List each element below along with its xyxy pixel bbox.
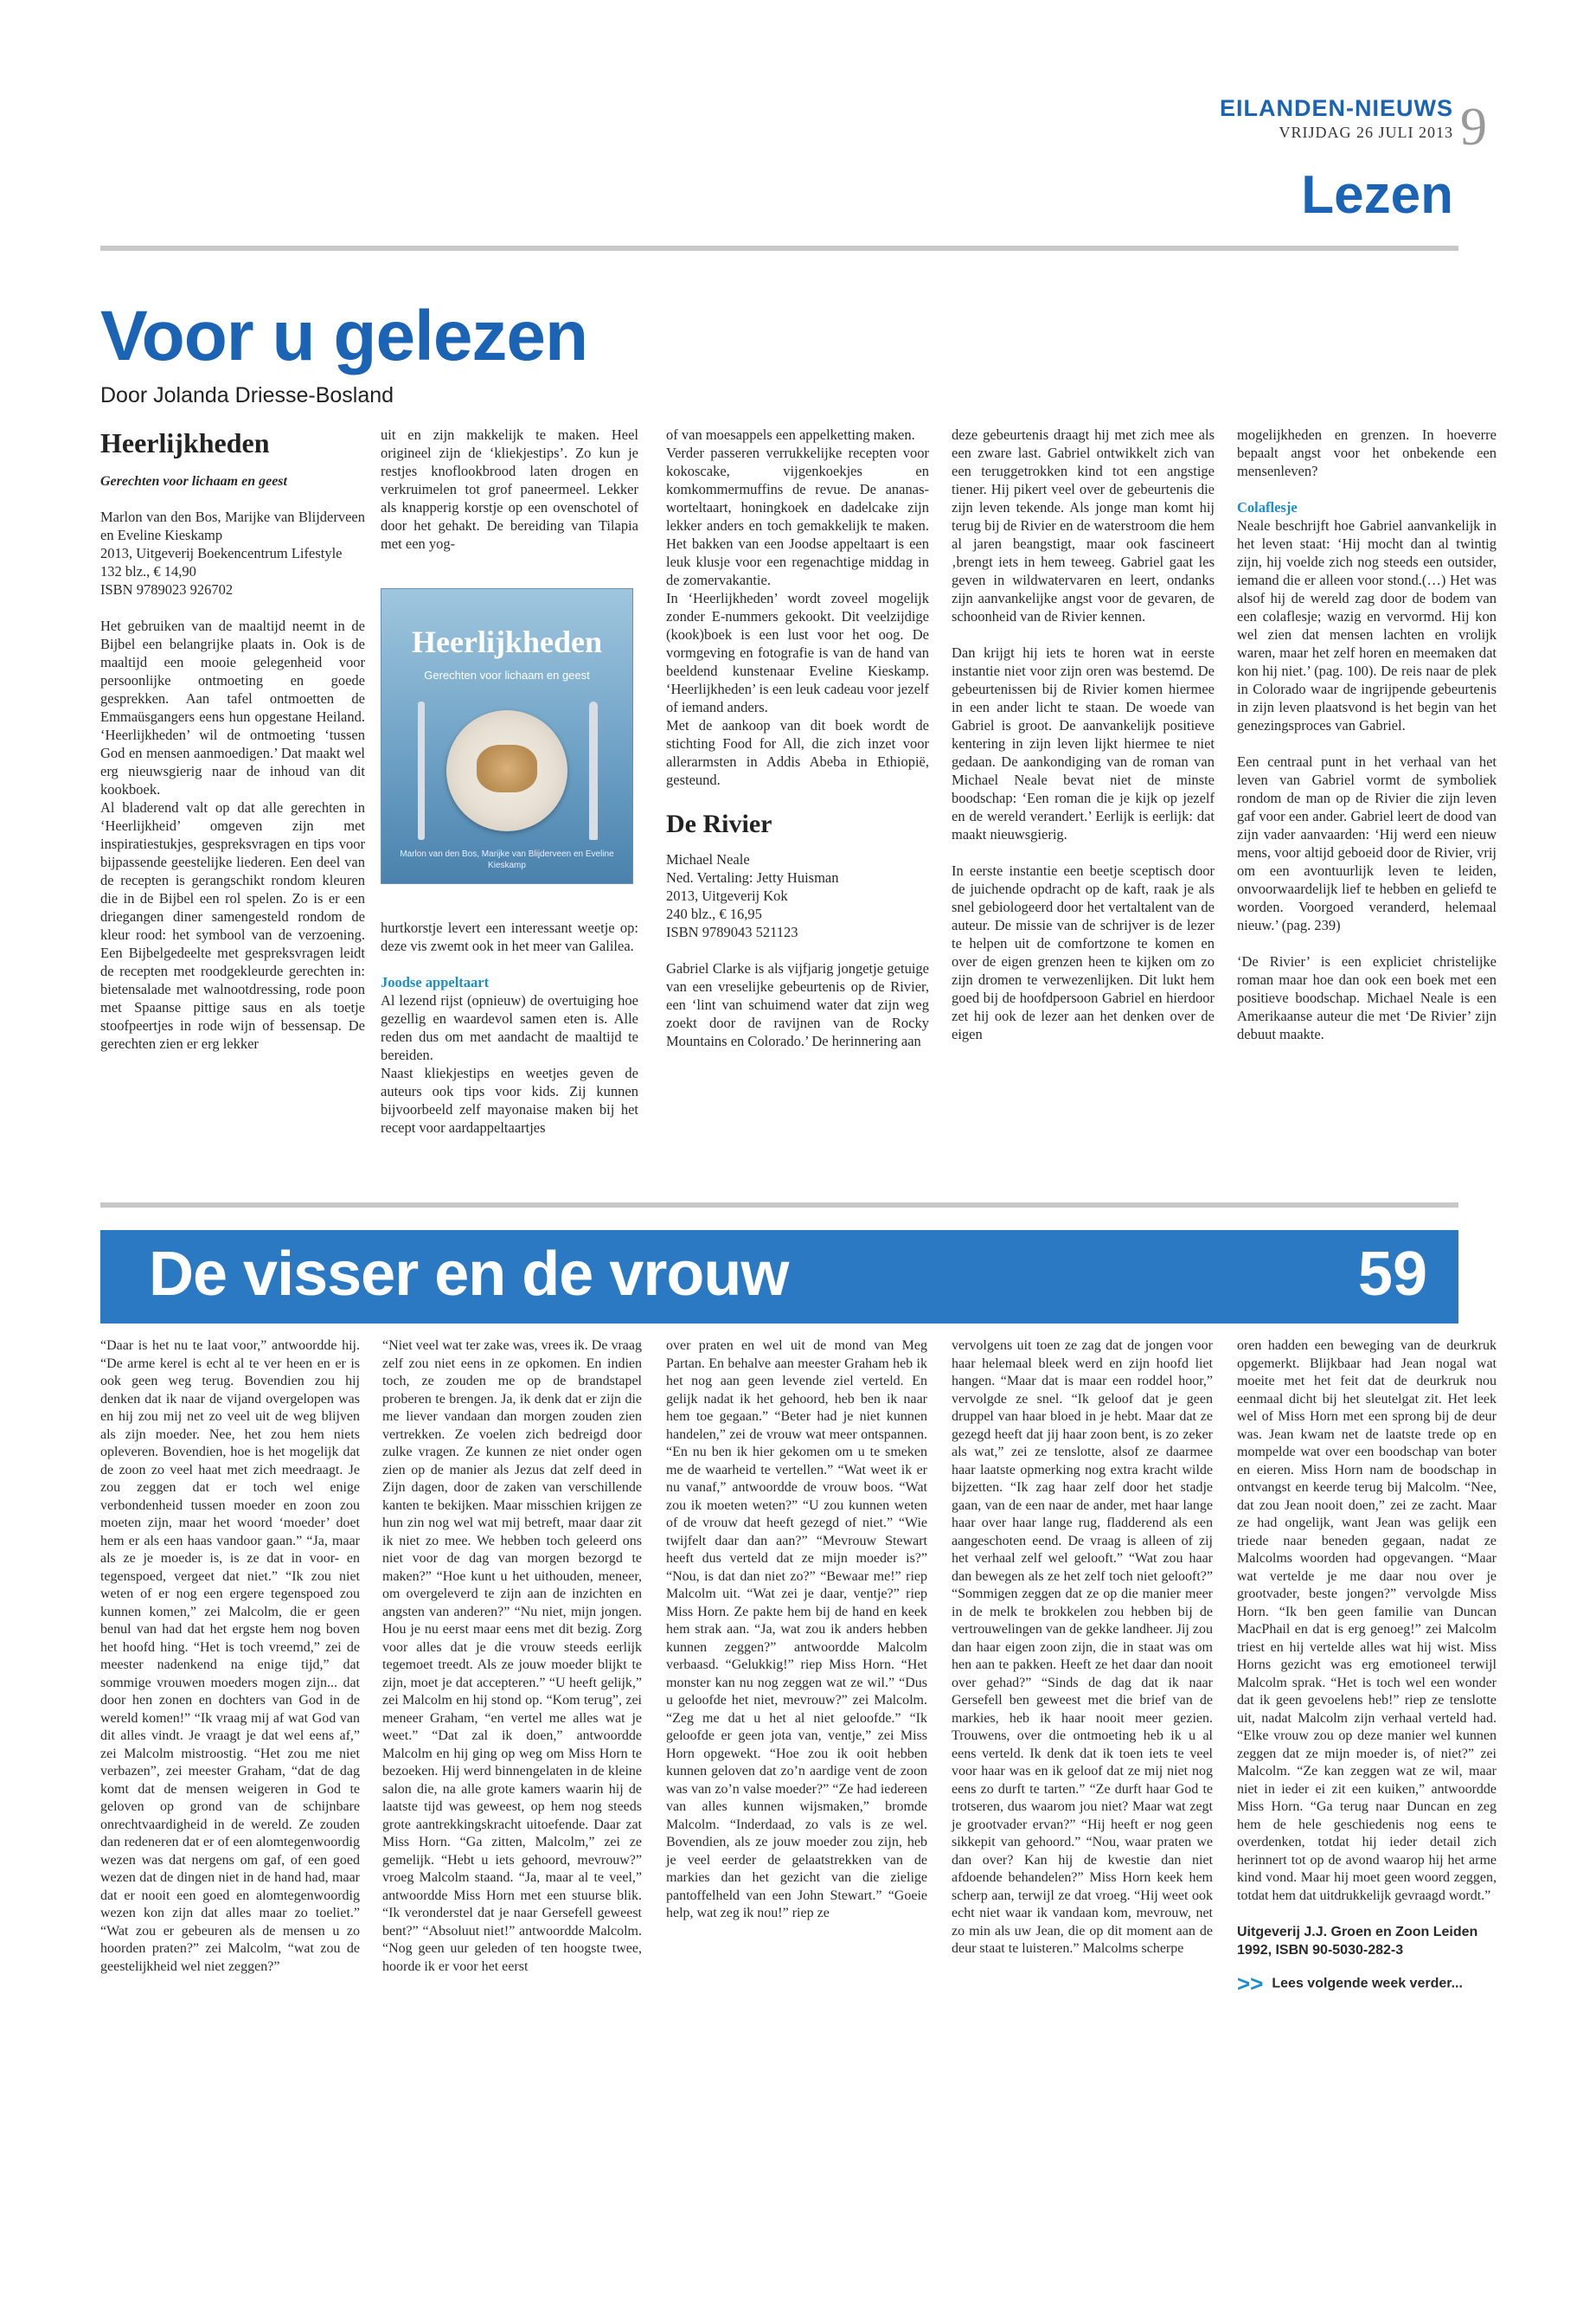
publisher-credit: Uitgeverij J.J. Groen en Zoon Leiden [1237,1925,1478,1939]
book1-isbn: ISBN 9789023 926702 [100,581,234,598]
book2-isbn: ISBN 9789043 521123 [666,924,798,940]
book1-publisher: 2013, Uitgeverij Boekencentrum Lifestyle [100,545,343,561]
book2-pages-price: 240 blz., € 16,95 [666,906,762,922]
book2-paragraph: deze gebeurtenis draagt hij met zich mee als een zware last. Gabriel ontwikkelt zich van een teruggetrokken kind tot een angstige tiener. Hij pikert veel over de gebeurtenis die zijn leven tekende. Als jonge man komt hij terug bij de Rivier en de waterstroom die hem al jaren beangstigt, maar ook fascineert ‚brengt iets in hem teweeg. Gabriel gaat les geven in wildwatervaren en leert, ondanks zijn aanvankelijke angst voor de gevaren, de schoonheid van de Rivier kennen. [952,426,1215,625]
serial-column-4 [952,1337,1213,1958]
continue-label: Lees volgende week verder... [1272,1976,1463,1991]
book2-paragraph: Een centraal punt in het verhaal van het leven van Gabriel vormt de symboliek rondom de man op de Rivier die zijn leven gaf voor een ander. Gabriel leert de dood van zijn vader aanvaarden: ‘Hij werd een nieuw mens, voor altijd geboeid door de Rivier, vrij om een avontuurlijk leven te leiden, onvoorwaardelijk lief te hebben en geliefd te worden. Voorgoed veranderd, helemaal nieuw.’ (pag. 239) [1237,753,1497,933]
book1-paragraph: Met de aankoop van dit boek wordt de stichting Food for All, die zich inzet voor allerarmsten in Addis Abeba in Ethiopië, gesteund. [666,717,929,788]
book-cover-image [381,588,633,884]
book1-subhead: Joodse appeltaart [381,974,490,990]
book1-paragraph: In ‘Heerlijkheden’ wordt zoveel mogelijk zonder E-nummers gekookt. Dit veelzijdige (kook)boek is een lust voor het oog. De vormgeving en fotografie is van de hand van beeldend kunstenaar Eveline Kieskamp. ‘Heerlijkheden’ is een leuk cadeau voor jezelf of iemand anders. [666,590,929,715]
publisher-isbn: 1992, ISBN 90-5030-282-3 [1237,1943,1404,1958]
double-arrow-icon: >> [1237,1971,1264,1997]
serial-column-3 [666,1337,927,1923]
book2-title: De Rivier [666,810,772,838]
cover-subtitle: Gerechten voor lichaam en geest [424,669,590,682]
review-column-4 [952,426,1215,1043]
book2-paragraph: mogelijkheden en grenzen. In hoeverre bepaalt angst voor het onbekende een mensenleven? [1237,426,1497,479]
book1-paragraph: uit en zijn makkelijk te maken. Heel origineel zijn de ‘kliekjestips’. Zo kun je restjes knoflookbrood laten drogen en verkruimelen tot grof paneermeel. Lekker als knapperig korstje op een ovenschotel of door het gehakt. De bereiding van Tilapia met een yog- [381,426,638,552]
review-column-1 [100,426,365,1053]
serial-episode-number: 59 [1357,1240,1427,1309]
serial-column-2 [382,1337,642,1976]
issue-date: VRIJDAG 26 JULI 2013 [1279,124,1453,141]
masthead [1194,95,1453,142]
serial-text: over praten en wel uit de mond van Meg Partan. En behalve aan meester Graham heb ik het nog aan geen levende ziel verteld. En gelijk nadat ik het gehoord, heb ben ik naar hem toe gegaan.” “Beter had je niet kunnen handelen,” zei de vrouw wat meer ontspannen. “En nu ben ik hier gekomen om u te smeken me de waarheid te vertellen.” “Wat weet ik er nu vanaf,” antwoordde de vrouw boos. “Wat zou ik moeten weten?” “U zou kunnen weten of de vrouw dat heeft gezegd of niet.” “Wie twijfelt daar dan aan?” “Mevrouw Stewart heeft dus verteld dat ze mijn moeder is?” “Nou, is dat dan niet zo?” “Bewaar me!” riep Malcolm uit. “Wat zei je daar, ventje?” riep Miss Horn. Ze pakte hem bij de hand en keek hem strak aan. “Ja, wat zou ik anders hebben kunnen zeggen?” antwoordde Malcolm verbaasd. “Gelukkig!” riep Miss Horn. “Het monster kan nu nog zeggen wat ze wil.” “Dus u geloofde het niet, mevrouw?” zei Malcolm. “Zeg me dat u het al niet geloofde.” “Ik geloofde er geen jota van, ventje,” zei Miss Horn opgewekt. “Hoe zou ik ooit hebben kunnen geloven dat zo’n aardige vent de zoon was van zo’n valse moeder?” “Ze had iedereen van alles kunnen wijsmaken,” bromde Malcolm. “Inderdaad, zo vals is ze wel. Bovendien, als ze jouw moeder zou zijn, heb je veel eerder de gelaatstrekken van de markies dan het gezicht van die zielige pantoffelheld van een John Stewart.” “Goeie help, wat zeg ik nou!” riep ze [666,1338,927,1920]
serial-column-1 [100,1337,360,1976]
serial-text: vervolgens uit toen ze zag dat de jongen voor haar helemaal bleek werd en zijn hoofd liet hangen. “Maar dat is maar een roddel hoor,” vervolgde ze snel. “Ik geloof dat je geen druppel van haar bloed in je hebt. Maar dat ze gezegd heeft dat jij haar zoon bent, is zo zeker als wat,” zei ze tenslotte, alsof ze daarmee haar laatste opmerking nog extra kracht wilde bijzetten. “Ik zag haar zelf door het stadje gaan, van de een naar de ander, met haar lange haar over haar lange rug, fladderend als een aangeschoten eend. De vraag is alleen of zij het verhaal zelf wel gelooft.” “Wat zou haar dan bewegen als ze het zelf toch niet gelooft?” “Sommigen zeggen dat ze op die manier meer in de melk te brokkelen zou hebben bij de vertrouwelingen van de gekke landheer. Jij zou dan haar eigen zoon zijn, die in staat was om hen aan te pakken. Heeft ze het daar dan nooit over gehad?” “Sinds de dag dat ik naar Gersefell ben geweest met die brief van de markies, heb ik haar nooit meer gezien. Trouwens, over die ontmoeting heb ik u al eens verteld. Ik denk dat ik toen iets te veel voor haar was en ik geloof dat ze mij niet nog eens zo durft te tarten.” “Ze durft haar God te trotseren, dus waarom jou niet? Maar wat zegt je grootvader ervan?” “Hij heeft er nog geen sikkepit van gehoord.” “Nou, waar praten we dan over? Kan hij de kwestie dan niet afdoende behandelen?” Miss Horn keek hem scherp aan, terwijl ze dat vroeg. “Hij weet ook echt niet waar ik vandaan kom, mevrouw, net zo min als uw Jean, die op dit moment aan de deur staat te luisteren.” Malcolms scherpe [952,1338,1213,1956]
book2-paragraph: Dan krijgt hij iets te horen wat in eerste instantie niet voor zijn oren was bestemd. De gebeurtenissen bij de Rivier komen hiermee in een ander licht te staan. De woede van Gabriel is groot. De aanvankelijk positieve kentering in zijn leven lijkt hiermee te niet gedaan. De aankondiging van de roman van Michael Neale bevat niet de minste boodschap: ‘Een roman die je kijk op jezelf en de wereld verandert.’ Eerlijk is eerlijk: dat maakt nieuwsgierig. [952,644,1215,843]
book2-paragraph: ‘De Rivier’ is een expliciet christelijke roman maar hoe dan ook een boek met een positieve boodschap. Michael Neale is een Amerikaanse auteur die met ‘De Rivier’ zijn debuut maakte. [1237,953,1497,1042]
knife-icon [589,702,598,840]
newspaper-logo: EILANDEN-NIEUWS [1220,95,1453,121]
book1-title: Heerlijkheden [100,427,270,458]
article-byline: Door Jolanda Driesse-Bosland [100,383,394,407]
page-number: 9 [1460,98,1487,157]
top-divider [100,246,1458,251]
middle-divider [100,1202,1458,1208]
fork-icon [418,702,425,840]
review-column-2 [381,426,638,553]
book2-paragraph: In eerste instantie een beetje sceptisch door de juichende opdracht op de kaft, raak je als snel gebiologeerd door het vertaltalent van de auteur. De missie van de schrijver is de lezer te helpen uit de comfortzone te komen en over de eigen grenzen heen te kijken om zo zijn dromen te verwezenlijken. Dit lukt hem goed bij de hoofdpersoon Gabriel en hierdoor zet hij ook de lezer aan het denken over de eigen [952,862,1215,1042]
serial-text: oren hadden een beweging van de deurkruk opgemerkt. Blijkbaar had Jean nogal wat moeite met het feit dat de deurkruk nou eenmaal dicht bij het sleutelgat zit. Het leek wel of Miss Horn met een sprong bij de deur was. Jean kwam net de laatste trede op en mompelde wat over een boodschap van boter en eieren. Miss Horn nam de boodschap in ontvangst en keerde terug bij Malcolm. “Nee, dat zou Jean nooit doen,” zei ze zacht. Maar ze had ongelijk, want Jean was gelijk een triede naar beneden gegaan, nadat ze Malcolms woorden had opgevangen. “Maar wat vertelde je me daar nou over je grootvader, beste jongen?” vervolgde Miss Horn. “Ik ben geen familie van Duncan MacPhail en dat is erg genoeg!” zei Malcolm triest en hij vertelde alles wat hij wist. Miss Horns gezicht was erg emotioneel terwijl Malcolm sprak. “Het is toch wel een wonder dat ik geen gevoelens heb!” riep ze tenslotte uit, nadat Malcolm zijn verhaal verteld had. “Elke vrouw zou op deze manier wel kunnen zeggen dat ze mijn moeder is, of niet?” zei Malcolm. “Ze kan zeggen wat ze wil, maar niet in ieder ei zit een kuiken,” antwoordde Miss Horn. “Ga terug naar Duncan en zeg hem de hele geschiedenis nog eens te overdenken, totdat hij ieder detail zich herinnert tot op de avond waarop hij het arme kind vond. Maar hij moet geen woord zeggen, totdat hem dat uitdrukkelijk gevraagd wordt.” [1237,1338,1497,1903]
book1-paragraph: Al bladerend valt op dat alle gerechten in ‘Heerlijkheid’ omgeven zijn met inspiratiestukjes, gespreksvragen en tips voor bijpassende geestelijke liederen. Een deel van de recepten is gerangschikt rondom kleuren die in de Bijbel een rol spelen. Zo is er een driegangen diner samengesteld rondom de kleur rood: het symbool van de verzoening. Een Bijbelgedeelte met gespreksvragen leidt de recepten met roodgekleurde gerechten in: bietensalade met walnootdressing, rode poon met Spaanse pittige saus en als toetje stoofpeertjes in rode wijn of bessensap. De gerechten zien er erg lekker [100,799,365,1052]
review-column-5 [1237,426,1497,1043]
serial-title: De visser en de vrouw [149,1240,789,1309]
article-headline: Voor u gelezen [100,297,588,375]
book2-translation: Ned. Vertaling: Jetty Huisman [666,869,839,886]
book1-paragraph: Het gebruiken van de maaltijd neemt in de Bijbel een belangrijke plaats in. Ook is de maaltijd een mooie gelegenheid voor persoonlijke ontmoeting en goede gesprekken. Aan tafel ontmoetten de Emmaüsgangers eens hun opgestane Heiland. ‘Heerlijkheden’ wil de ontmoeting ‘tussen God en mensen aanmoedigen.’ Dat maakt wel erg nieuwsgierig naar de inhoud van dit kookboek. [100,618,365,798]
book2-publisher: 2013, Uitgeverij Kok [666,888,788,904]
book1-paragraph: Al lezend rijst (opnieuw) de overtuiging hoe gezellig en waardevol samen eten is. Alle reden dus om met aandacht de maaltijd te bereiden. [381,992,638,1063]
book1-paragraph: hurtkorstje levert een interessant weetje op: deze vis zwemt ook in het meer van Galilea. [381,920,638,954]
book1-paragraph: Naast kliekjestips en weetjes geven de auteurs ook tips voor kids. Zij kunnen bijvoorbeeld zelf mayonaise maken bij het recept voor aardappeltaartjes [381,1065,638,1136]
serial-text: “Niet veel wat ter zake was, vrees ik. De vraag zelf zou niet eens in ze opkomen. En indien toch, ze zouden me op de brandstapel proberen te brengen. Ja, ik denk dat er zijn die me liever vandaan dan morgen zouden zien vertrekken. Ze voelen zich bedreigd door zulke vragen. Ze kunnen ze niet onder ogen zien op de manier als Jezus dat zelf deed in Zijn dagen, door de zaken van verschillende kanten te bekijken. Maar misschien krijgen ze hun zin nog wel wat mij betreft, maar daar zit ik niet zo mee. We hebben toch geleerd ons niet voor de dag van morgen bezorgd te maken?” “Hoe kunt u het uithouden, meneer, om overgeleverd te zijn aan de inzichten en angsten van anderen?” “Nu niet, mijn jongen. Hou je nu eerst maar eens met dit bezig. Zorg voor alles dat je die vrouw steeds eerlijk tegemoet treedt. Als ze jouw moeder blijkt te zijn, moet je dat accepteren.” “U heeft gelijk,” zei Malcolm en hij stond op. “Kom terug”, zei meneer Graham, “en vertel me alles wat je weet.” “Dat zal ik doen,” antwoordde Malcolm en hij ging op weg om Miss Horn te bezoeken. Hij werd binnengelaten in de kleine salon die, na alle grote kamers waarin hij de laatste tijd was geweest, op hem nog steeds grote aantrekkingskracht uitoefende. Daar zat Miss Horn. “Ga zitten, Malcolm,” zei ze gemelijk. “Hebt u iets gehoord, mevrouw?” vroeg Malcolm staand. “Ja, maar al te veel,” antwoordde Miss Horn met een stuurse blik. “Ik veronderstel dat je naar Gersefell geweest bent?” “Absoluut niet!” antwoordde Malcolm. “Nog geen uur geleden of ten hoogste twee, hoorde ik er voor het eerst [382,1338,642,1974]
serial-banner [100,1230,1458,1324]
review-column-2-lower [381,919,638,1137]
cover-credits: Marlon van den Bos, Marijke van Blijderveen en Eveline Kieskamp [400,849,614,870]
section-title: Lezen [1301,165,1453,225]
book1-paragraph: Verder passeren verrukkelijke recepten voor kokoscake, vijgenkoekjes en komkommermuffins de revue. De ananas-worteltaart, honingkoek en dadelcake zijn lekker anders en toch gemakkelijk te maken. Het bakken van een Joodse appeltaart is een leuk klusje voor een regenachtige middag in de zomervakantie. [666,445,929,588]
continue-next-week [1237,1971,1497,1997]
cover-title: Heerlijkheden [412,625,602,659]
book1-subtitle: Gerechten voor lichaam en geest [100,474,287,489]
book2-paragraph: Gabriel Clarke is als vijfjarig jongetje getuige van een vreselijke gebeurtenis op de Rivier, een ‘lint van schuimend water dat zijn weg zoekt door de ravijnen van de Rocky Mountains en Colorado.’ De herinnering aan [666,960,929,1049]
serial-column-5 [1237,1337,1497,1997]
book1-paragraph: of van moesappels een appelketting maken. [666,426,915,443]
review-column-3 [666,426,929,1050]
book1-authors: Marlon van den Bos, Marijke van Blijderveen en Eveline Kieskamp [100,509,365,543]
book1-pages-price: 132 blz., € 14,90 [100,563,196,580]
food-icon [477,745,537,792]
book2-author: Michael Neale [666,851,750,868]
book2-subhead: Colaflesje [1237,499,1298,516]
book2-paragraph: Neale beschrijft hoe Gabriel aanvankelijk in het leven staat: ‘Hij mocht dan al twintig zijn, hij voelde zich nog steeds een outsider, iemand die er alleen voor stond.(…) Het was alsof hij de wereld zag door de bodem van een colaflesje; wazig en vervormd. Hij kon wel zien dat mensen lachten en vrolijk waren, maar het zelf horen en meemaken dat kon hij niet.’ (pag. 100). De reis naar de plek in Colorado waar de ingrijpende gebeurtenis in zijn leven plaatsvond is het begin van het genezingsproces van Gabriel. [1237,517,1497,734]
serial-text: “Daar is het nu te laat voor,” antwoordde hij. “De arme kerel is echt al te ver heen en er is ook geen weg terug. Bovendien zou hij denken dat ik naar de vijand overgelopen was en hij zou mij net zo veel uit de weg blijven als zijn moeder. Nee, het zou hem niets opleveren. Bovendien, hoe is het mogelijk dat de zoon zo veel haat met zich meedraagt. Je zou zeggen dat er toch wel enige verbondenheid tussen moeder en zoon zou moeten zijn, maar het woord ‘moeder’ doet hem er als een haas vandoor gaan.” “Ja, maar als ze je moeder is, is ze dat in voor- en tegenspoed, vergeet dat niet.” “Ik zou niet weten of er nog een ergere tegenspoed zou kunnen komen,” zei Malcolm, die er geen benul van had dat het ergste hem nog boven het hoofd hing. “Het is toch vreemd,” zei de meester nadenkend na enige tijd,” dat sommige vrouwen moeders mogen zijn... dat door hen zonen en dochters van God in de wereld komen!” “Ik vraag mij af wat God van dit alles vindt. Je vraagt je dat wel eens af,” zei Malcolm mistroostig. “Het zou me niet verbazen”, zei meester Graham, “dat de dag komt dat de mensen weigeren in God te geloven op grond van de schijnbare onrechtvaardigheid in de wereld. Ze zouden dan redeneren dat er of een alomtegenwoordig wezen was dat nergens om gaf, of een goed wezen dat de dingen niet in de hand had, maar dat er nooit een goed en alomtegenwoordig wezen kon zijn dat alles maar zo toeliet.” “Wat zou er gebeuren als de mensen u zo hoorden praten?” zei Malcolm, “wat zou de geestelijkheid wel niet zeggen?” [100,1338,360,1974]
